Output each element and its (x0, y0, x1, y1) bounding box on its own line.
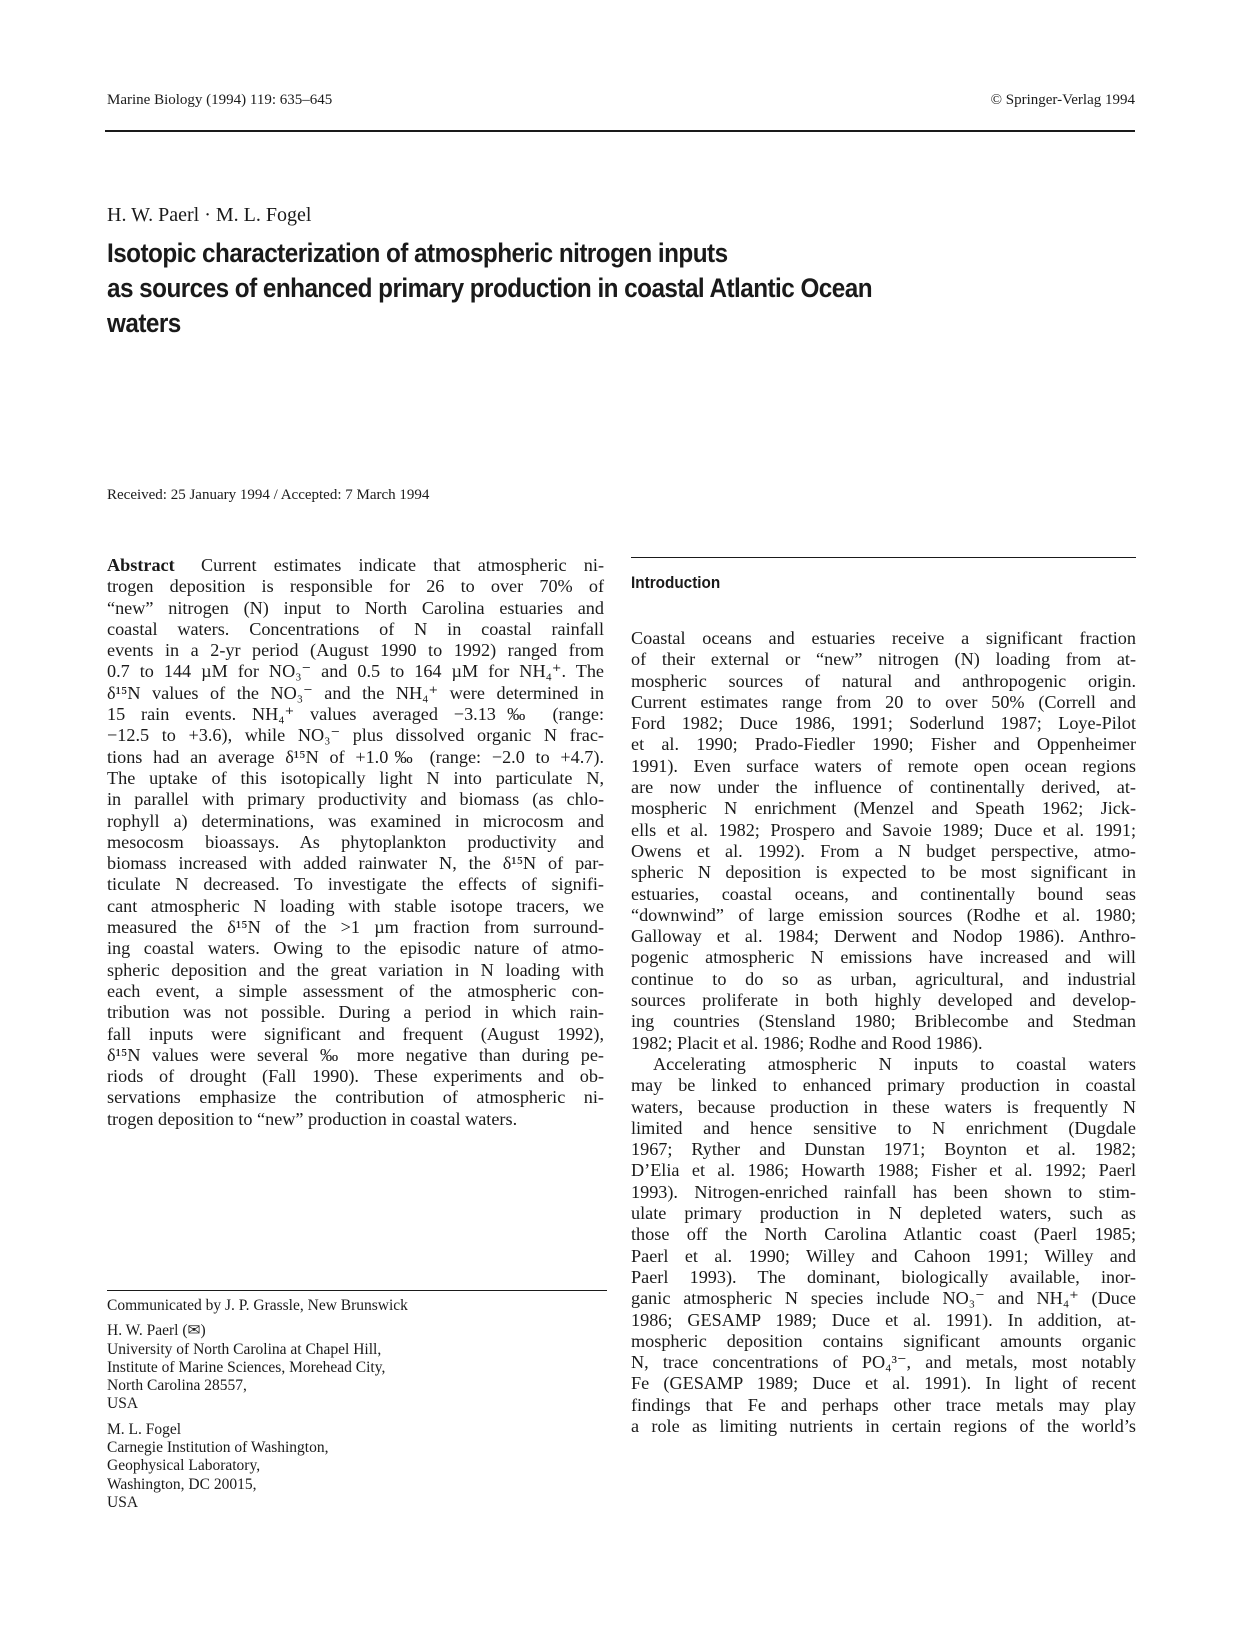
text-line: in parallel with primary productivity and biomass (as chlo- (107, 789, 604, 810)
text-line: those off the North Carolina Atlantic coast (Paerl 1985; (631, 1224, 1136, 1245)
text-line: riods of drought (Fall 1990). These experiments and ob- (107, 1066, 604, 1087)
text-line: trogen deposition to “new” production in coastal waters. (107, 1108, 518, 1129)
text-line: of their external or “new” nitrogen (N) loading from at- (631, 649, 1136, 670)
text-line: Accelerating atmospheric N inputs to coastal waters (653, 1053, 1136, 1074)
text-line: mospheric deposition contains significant amounts organic (631, 1330, 1136, 1351)
affiliation-line: Carnegie Institution of Washington, (107, 1439, 329, 1457)
text-line: 1991). Even surface waters of remote open ocean regions (631, 755, 1136, 776)
affiliation-line: North Carolina 28557, (107, 1377, 247, 1395)
text-line: measured the δ¹⁵N of the >1 µm fraction from surround- (107, 917, 604, 938)
title-line: as sources of enhanced primary production in coastal Atlantic Ocean (107, 273, 873, 303)
text-line: Coastal oceans and estuaries receive a significant fraction (631, 628, 1136, 648)
text-line: trogen deposition is responsible for 26 to over 70% of (107, 576, 604, 597)
text-line: Owens et al. 1992). From a N budget perspective, atmo- (631, 840, 1136, 861)
affiliation-line: Geophysical Laboratory, (107, 1457, 261, 1475)
text-line: servations emphasize the contribution of atmospheric ni- (107, 1087, 604, 1108)
text-line: Current estimates range from 20 to over 50% (Correll and (631, 691, 1136, 712)
text-line: Ford 1982; Duce 1986, 1991; Soderlund 1987; Loye-Pilot (631, 713, 1136, 734)
text-line: Paerl 1993). The dominant, biologically available, inor- (631, 1266, 1136, 1287)
text-line: 1993). Nitrogen-enriched rainfall has been shown to stim- (631, 1181, 1136, 1202)
text-line: et al. 1990; Prado-Fiedler 1990; Fisher and Oppenheimer (631, 734, 1136, 755)
section-rule (631, 557, 1136, 558)
text-line: mospheric sources of natural and anthropogenic origin. (631, 670, 1136, 691)
text-line: may be linked to enhanced primary production in coastal (631, 1075, 1136, 1096)
text-line: δ¹⁵N values of the NO₃⁻ and the NH₄⁺ were determined in (107, 682, 604, 703)
text-line: N, trace concentrations of PO₄³⁻, and metals, most notably (631, 1352, 1136, 1373)
affiliation-line: Institute of Marine Sciences, Morehead City, (107, 1358, 386, 1376)
text-line: “new” nitrogen (N) input to North Carolina estuaries and (107, 597, 604, 618)
text-line: cant atmospheric N loading with stable isotope tracers, we (107, 895, 604, 916)
text-line: ells et al. 1982; Prospero and Savoie 1989; Duce et al. 1991; (631, 819, 1136, 840)
text-line: 1982; Placit et al. 1986; Rodhe and Rood 1986). (631, 1032, 983, 1053)
text-line: −12.5 to +3.6), while NO₃⁻ plus dissolved organic N frac- (107, 725, 604, 746)
text-line: 1986; GESAMP 1989; Duce et al. 1991). In addition, at- (631, 1309, 1136, 1330)
text-line: tions had an average δ¹⁵N of +1.0‰ (range: −2.0 to +4.7). (107, 746, 604, 767)
copyright-notice: © Springer-Verlag 1994 (990, 92, 1135, 108)
text-line: Paerl et al. 1990; Willey and Cahoon 1991; Willey and (631, 1245, 1136, 1266)
text-line: findings that Fe and perhaps other trace metals may play (631, 1394, 1136, 1415)
text-line: waters, because production in these waters is frequently N (631, 1096, 1136, 1117)
text-line: each event, a simple assessment of the atmospheric con- (107, 980, 604, 1001)
text-line: estuaries, coastal oceans, and continentally bound seas (631, 883, 1136, 904)
text-line: ulate primary production in N depleted waters, such as (631, 1203, 1136, 1224)
text-line: pogenic atmospheric N emissions have increased and will (631, 947, 1136, 968)
text-line: ganic atmospheric N species include NO₃⁻ and NH₄⁺ (Duce (631, 1288, 1136, 1309)
text-line: Galloway et al. 1984; Derwent and Nodop 1986). Anthro- (631, 926, 1136, 947)
text-line: are now under the influence of continentally derived, at- (631, 777, 1136, 798)
title-line: waters (107, 308, 181, 338)
text-line: biomass increased with added rainwater N, the δ¹⁵N of par- (107, 853, 604, 874)
text-line: fall inputs were significant and frequent (August 1992), (107, 1023, 604, 1044)
article-title (107, 236, 989, 341)
text-line: rophyll a) determinations, was examined in microcosm and (107, 810, 604, 831)
affiliation-line: University of North Carolina at Chapel Hill, (107, 1340, 382, 1358)
text-line: Fe (GESAMP 1989; Duce et al. 1991). In light of recent (631, 1373, 1136, 1394)
affiliation-line: Washington, DC 20015, (107, 1475, 257, 1493)
footnotes (107, 1297, 408, 1519)
text-line: spheric N deposition is expected to be most significant in (631, 862, 1136, 883)
author-list: H. W. Paerl · M. L. Fogel (107, 204, 312, 226)
text-line: sources proliferate in both highly developed and develop- (631, 990, 1136, 1011)
text-line: 15 rain events. NH₄⁺ values averaged −3.13‰ (range: (107, 704, 604, 725)
text-line: D’Elia et al. 1986; Howarth 1988; Fisher et al. 1992; Paerl (631, 1160, 1136, 1181)
footnote-rule (107, 1290, 607, 1291)
text-line: “downwind” of large emission sources (Rodhe et al. 1980; (631, 904, 1136, 925)
text-line: 0.7 to 144 µM for NO₃⁻ and 0.5 to 164 µM for NH₄⁺. The (107, 661, 604, 682)
title-line: Isotopic characterization of atmospheric nitrogen inputs (107, 238, 728, 268)
text-line: ing coastal waters. Owing to the episodic nature of atmo- (107, 938, 604, 959)
text-line: mesocosm bioassays. As phytoplankton productivity and (107, 831, 604, 852)
text-line: continue to do so as urban, agricultural, and industrial (631, 968, 1136, 989)
author-name: M. L. Fogel (107, 1420, 182, 1438)
text-line: ing countries (Stensland 1980; Briblecombe and Stedman (631, 1011, 1136, 1032)
text-line: 1967; Ryther and Dunstan 1971; Boynton et al. 1982; (631, 1139, 1136, 1160)
text-line: tribution was not possible. During a period in which rain- (107, 1002, 604, 1023)
received-accepted-dates: Received: 25 January 1994 / Accepted: 7 March 1994 (107, 487, 430, 503)
journal-citation: Marine Biology (1994) 119: 635–645 (107, 92, 333, 108)
text-line: ticulate N decreased. To investigate the effects of signifi- (107, 874, 604, 895)
text-line: coastal waters. Concentrations of N in coastal rainfall (107, 618, 604, 639)
section-heading-introduction: Introduction (631, 573, 721, 592)
text-line: limited and hence sensitive to N enrichment (Dugdale (631, 1117, 1136, 1138)
text-line (107, 555, 604, 576)
abstract-label: Abstract (107, 555, 175, 575)
text-line-content: Current estimates indicate that atmospheric ni- (200, 555, 605, 575)
text-line: δ¹⁵N values were several ‰ more negative than during pe- (107, 1044, 604, 1065)
text-line: The uptake of this isotopically light N into particulate N, (107, 767, 604, 788)
communicated-by: Communicated by J. P. Grassle, New Brunswick (107, 1297, 408, 1314)
affiliation-line: USA (107, 1493, 139, 1511)
author-affiliation-fogel (107, 1421, 408, 1512)
introduction-body (631, 628, 1136, 1437)
text-line: events in a 2-yr period (August 1990 to 1992) ranged from (107, 640, 604, 661)
header-rule (105, 130, 1135, 132)
text-line: spheric deposition and the great variation in N loading with (107, 959, 604, 980)
text-line: a role as limiting nutrients in certain regions of the world’s (631, 1415, 1136, 1436)
author-name: H. W. Paerl (✉) (107, 1322, 206, 1340)
author-affiliation-paerl (107, 1322, 408, 1413)
abstract (107, 555, 604, 1130)
affiliation-line: USA (107, 1395, 139, 1413)
text-line: mospheric N enrichment (Menzel and Speath 1962; Jick- (631, 798, 1136, 819)
